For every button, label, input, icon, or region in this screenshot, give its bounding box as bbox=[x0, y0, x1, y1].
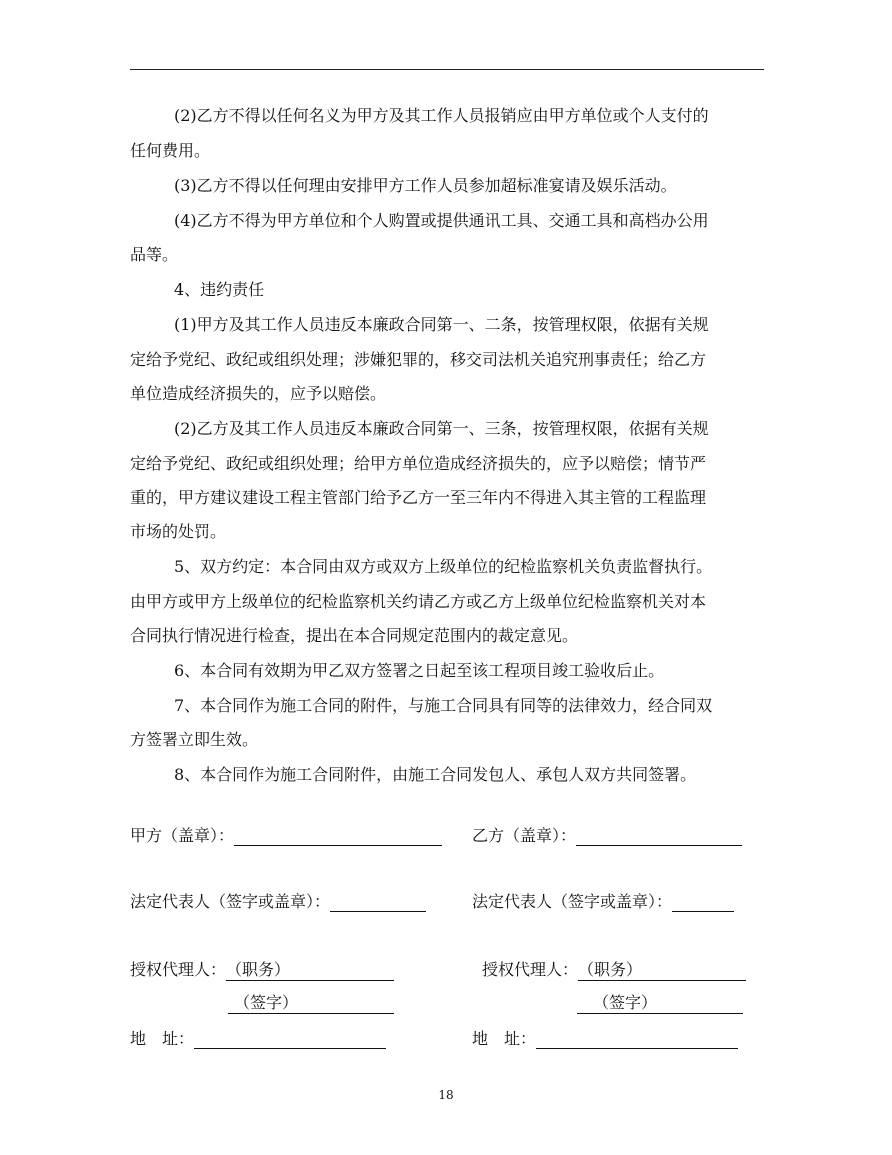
rep-a-blank[interactable] bbox=[330, 893, 426, 912]
section-5-line-2: 由甲方或甲方上级单位的纪检监察机关约请乙方或乙方上级单位纪检监察机关对本 bbox=[130, 592, 707, 611]
clause-4-1-line-1: (1)甲方及其工作人员违反本廉政合同第一、二条，按管理权限，依据有关规 bbox=[174, 315, 709, 334]
agent-a-sign: （签字） bbox=[234, 993, 299, 1012]
party-a-blank[interactable] bbox=[234, 827, 442, 846]
clause-3-4-line-1: (4)乙方不得为甲方单位和个人购置或提供通讯工具、交通工具和高档办公用 bbox=[174, 211, 709, 230]
address-b bbox=[472, 1029, 738, 1049]
clause-3-4-line-2: 品等。 bbox=[130, 245, 179, 264]
address-b-blank[interactable] bbox=[536, 1030, 738, 1049]
clause-3-2-line-2: 任何费用。 bbox=[130, 141, 211, 160]
agent-b-duty: （职务） bbox=[578, 960, 643, 979]
agent-a-label: 授权代理人： bbox=[130, 960, 227, 979]
agent-b-sign-blank[interactable] bbox=[577, 993, 743, 1014]
clause-4-2-line-3: 重的，甲方建议建设工程主管部门给予乙方一至三年内不得进入其主管的工程监理 bbox=[130, 488, 707, 507]
party-a-label: 甲方（盖章）： bbox=[130, 826, 235, 845]
party-b-seal bbox=[472, 826, 742, 846]
section-5-line-3: 合同执行情况进行检查，提出在本合同规定范围内的裁定意见。 bbox=[130, 626, 579, 645]
clause-3-2-line-1: (2)乙方不得以任何名义为甲方及其工作人员报销应由甲方单位或个人支付的 bbox=[174, 106, 709, 125]
party-a-seal bbox=[130, 826, 442, 846]
address-a bbox=[130, 1029, 386, 1049]
section-7-line-2: 方签署立即生效。 bbox=[130, 730, 259, 749]
section-5-line-1: 5、双方约定：本合同由双方或双方上级单位的纪检监察机关负责监督执行。 bbox=[174, 557, 713, 576]
agent-a-duty: （职务） bbox=[226, 960, 291, 979]
section-4-heading: 4、违约责任 bbox=[174, 280, 265, 299]
rep-b-label: 法定代表人（签字或盖章）： bbox=[472, 892, 673, 911]
section-6: 6、本合同有效期为甲乙双方签署之日起至该工程项目竣工验收后止。 bbox=[174, 661, 665, 680]
section-7-line-1: 7、本合同作为施工合同的附件，与施工合同具有同等的法律效力，经合同双 bbox=[174, 696, 713, 715]
agent-b bbox=[482, 960, 746, 981]
agent-a-duty-blank[interactable] bbox=[226, 960, 394, 981]
clause-4-2-line-4: 市场的处罚。 bbox=[130, 522, 227, 541]
party-b-blank[interactable] bbox=[576, 827, 742, 846]
agent-b-label: 授权代理人： bbox=[482, 960, 579, 979]
page-number: 18 bbox=[438, 1088, 454, 1102]
clause-4-1-line-3: 单位造成经济损失的，应予以赔偿。 bbox=[130, 384, 387, 403]
address-b-label: 地 址： bbox=[472, 1029, 537, 1048]
header-rule bbox=[130, 69, 764, 70]
rep-b bbox=[472, 892, 734, 912]
agent-a-sign-blank[interactable] bbox=[228, 993, 394, 1014]
rep-a bbox=[130, 892, 426, 912]
party-b-label: 乙方（盖章）： bbox=[472, 826, 577, 845]
clause-3-3: (3)乙方不得以任何理由安排甲方工作人员参加超标准宴请及娱乐活动。 bbox=[174, 176, 677, 195]
agent-b-duty-blank[interactable] bbox=[578, 960, 746, 981]
agent-a bbox=[130, 960, 394, 981]
section-8: 8、本合同作为施工合同附件，由施工合同发包人、承包人双方共同签署。 bbox=[174, 765, 697, 784]
agent-b-sign-line bbox=[577, 993, 743, 1014]
clause-4-2-line-1: (2)乙方及其工作人员违反本廉政合同第一、三条，按管理权限，依据有关规 bbox=[174, 419, 709, 438]
rep-a-label: 法定代表人（签字或盖章）： bbox=[130, 892, 331, 911]
rep-b-blank[interactable] bbox=[672, 893, 734, 912]
clause-4-2-line-2: 定给予党纪、政纪或组织处理；给甲方单位造成经济损失的，应予以赔偿；情节严 bbox=[130, 454, 707, 473]
agent-a-sign-line bbox=[228, 993, 394, 1014]
clause-4-1-line-2: 定给予党纪、政纪或组织处理；涉嫌犯罪的，移交司法机关追究刑事责任；给乙方 bbox=[130, 350, 707, 369]
agent-b-sign: （签字） bbox=[593, 993, 658, 1012]
address-a-label: 地 址： bbox=[130, 1029, 195, 1048]
address-a-blank[interactable] bbox=[194, 1030, 386, 1049]
